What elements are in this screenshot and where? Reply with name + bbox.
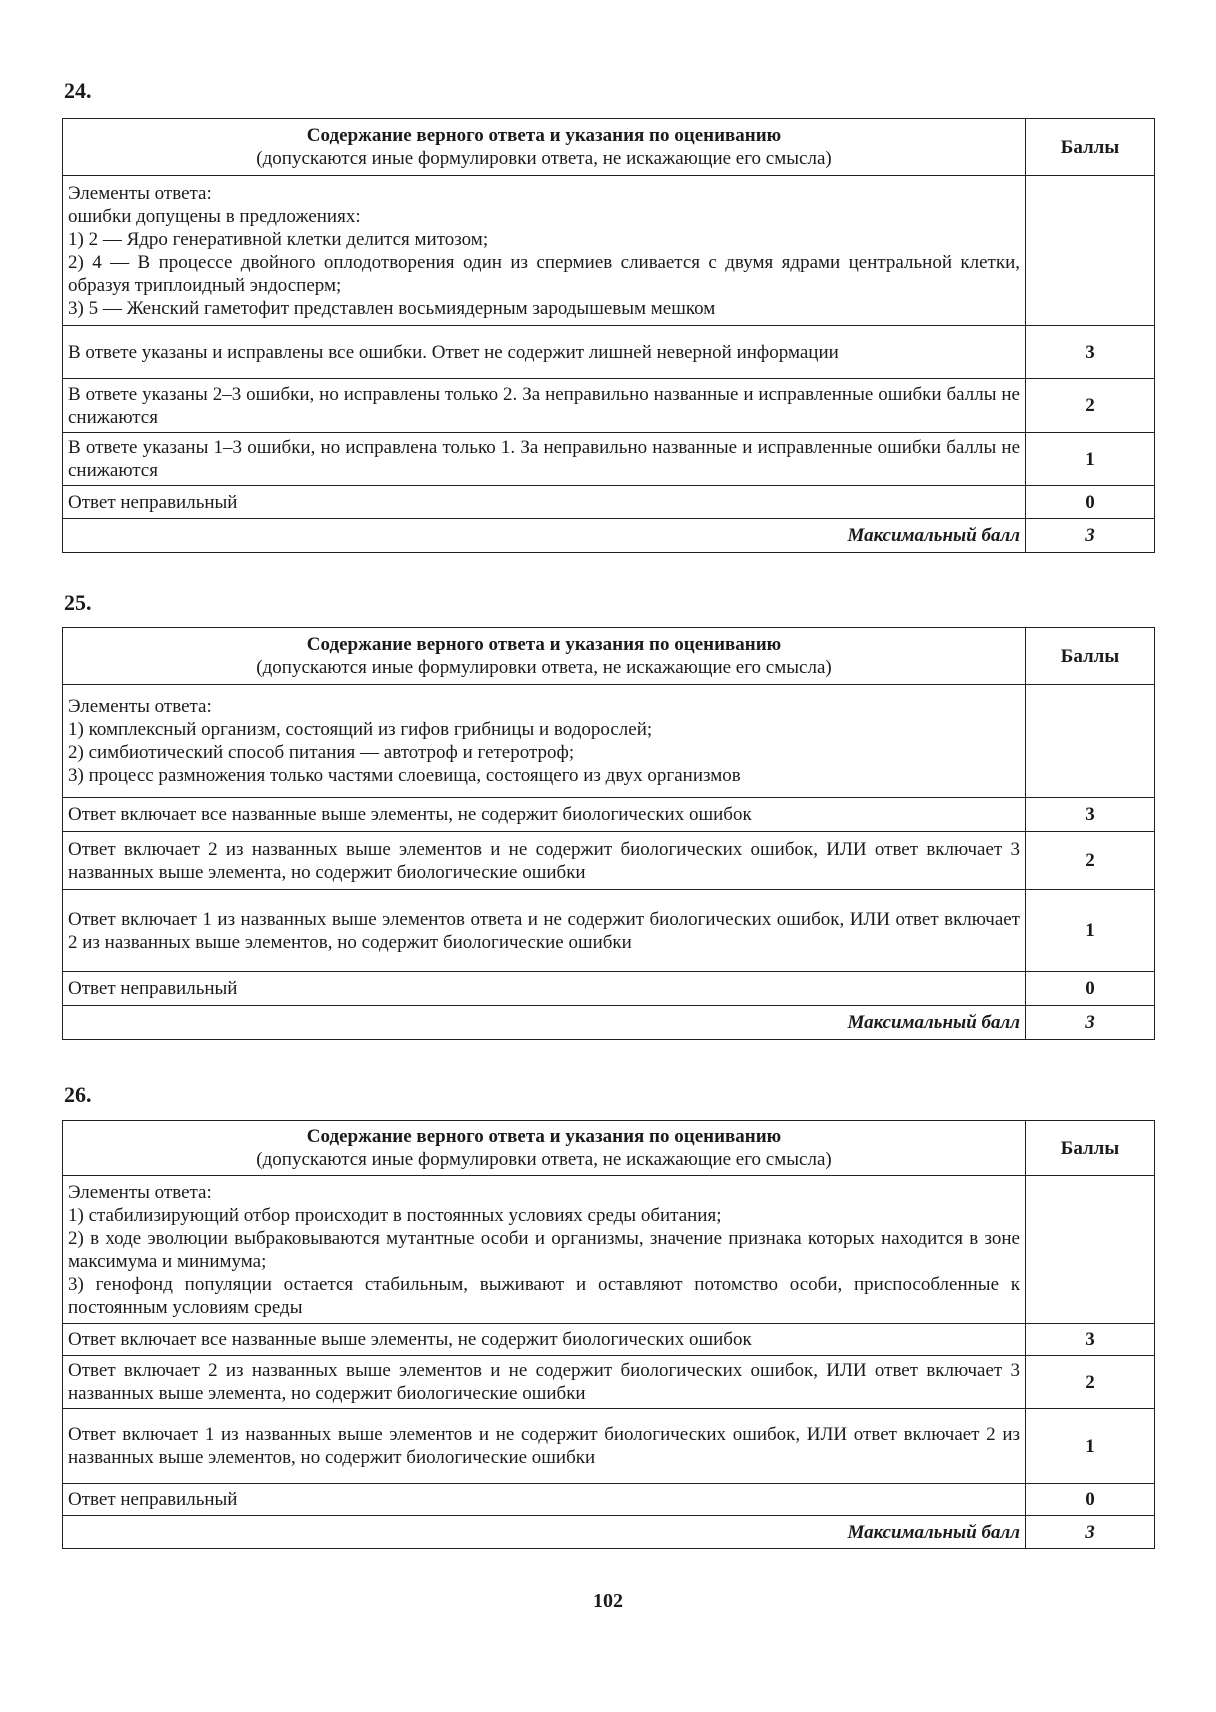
table-row — [63, 890, 1155, 972]
criteria-table — [62, 627, 1155, 1040]
table-header-row — [63, 1121, 1155, 1176]
answer-element-line: 1) стабилизирующий отбор происходит в постоянных условиях среды обитания; — [68, 1204, 722, 1226]
table-row — [63, 1356, 1155, 1409]
header-cell — [63, 628, 1026, 685]
table-row — [63, 379, 1155, 433]
answer-elements — [63, 176, 1026, 326]
table-row — [63, 1324, 1155, 1356]
max-score-value: 3 — [1026, 1516, 1155, 1549]
answer-element-line: Элементы ответа: — [68, 182, 212, 204]
max-score-label: Максимальный балл — [63, 1006, 1026, 1040]
criterion-text: Ответ включает 1 из названных выше элементов и не содержит биологических ошибок, ИЛИ ответ включает 2 из названных выше элементов, но содержит биологические ошибки — [63, 1409, 1026, 1484]
criteria-table — [62, 1120, 1155, 1549]
answer-elements — [63, 685, 1026, 798]
criterion-score: 1 — [1026, 890, 1155, 972]
criterion-text: Ответ неправильный — [63, 486, 1026, 519]
task-number: 26. — [64, 1082, 92, 1107]
criterion-text: Ответ неправильный — [63, 1484, 1026, 1516]
page-number: 102 — [593, 1590, 623, 1612]
header-note: (допускаются иные формулировки ответа, не искажающие его смысла) — [256, 1149, 832, 1170]
score-header: Баллы — [1026, 628, 1155, 685]
criterion-score: 3 — [1026, 798, 1155, 832]
empty-score-cell — [1026, 685, 1155, 798]
criterion-text: В ответе указаны 1–3 ошибки, но исправлена только 1. За неправильно названные и исправленные ошибки баллы не снижаются — [63, 433, 1026, 486]
table-row — [63, 1484, 1155, 1516]
answer-element-line: 3) генофонд популяции остается стабильным, выживают и оставляют потомство особи, приспособленные к постоянным условиям среды — [68, 1273, 1020, 1318]
criterion-text: В ответе указаны 2–3 ошибки, но исправлены только 2. За неправильно названные и исправленные ошибки баллы не снижаются — [63, 379, 1026, 433]
table-row — [63, 798, 1155, 832]
answer-element-line: 1) комплексный организм, состоящий из гифов грибницы и водорослей; — [68, 719, 653, 740]
table-row — [63, 433, 1155, 486]
header-title: Содержание верного ответа и указания по оцениванию — [306, 1126, 782, 1147]
header-note: (допускаются иные формулировки ответа, не искажающие его смысла) — [256, 657, 832, 678]
criterion-text: Ответ включает все названные выше элементы, не содержит биологических ошибок — [63, 798, 1026, 832]
table-row — [63, 1409, 1155, 1484]
answer-element-line: 3) 5 — Женский гаметофит представлен восьмиядерным зародышевым мешком — [68, 297, 716, 319]
criterion-score: 0 — [1026, 1484, 1155, 1516]
criterion-score: 2 — [1026, 379, 1155, 433]
answer-element-line: 2) 4 — В процессе двойного оплодотворения один из спермиев сливается с двумя ядрами центральной клетки, образуя триплоидный эндосперм; — [68, 251, 1020, 296]
criterion-score: 2 — [1026, 1356, 1155, 1409]
answer-elements — [63, 1176, 1026, 1324]
score-header: Баллы — [1026, 1121, 1155, 1176]
criterion-text: Ответ неправильный — [63, 972, 1026, 1006]
header-title: Содержание верного ответа и указания по оцениванию — [306, 634, 782, 655]
score-header: Баллы — [1026, 119, 1155, 176]
answer-elements-row — [63, 1176, 1155, 1324]
table-row — [63, 326, 1155, 379]
header-cell — [63, 1121, 1026, 1176]
header-cell — [63, 119, 1026, 176]
criteria-table — [62, 118, 1155, 553]
max-score-value: 3 — [1026, 519, 1155, 553]
answer-element-line: ошибки допущены в предложениях: — [68, 205, 361, 227]
answer-elements-row — [63, 176, 1155, 326]
criterion-text: Ответ включает 2 из названных выше элементов и не содержит биологических ошибок, ИЛИ ответ включает 3 названных выше элемента, но содержит биологические ошибки — [63, 832, 1026, 890]
max-score-row — [63, 1006, 1155, 1040]
empty-score-cell — [1026, 1176, 1155, 1324]
criterion-text: Ответ включает все названные выше элементы, не содержит биологических ошибок — [63, 1324, 1026, 1356]
table-header-row — [63, 119, 1155, 176]
answer-element-line: 2) в ходе эволюции выбраковываются мутантные особи и организмы, значение признака которых находится в зоне максимума и минимума; — [68, 1227, 1020, 1272]
table-row — [63, 486, 1155, 519]
answer-element-line: Элементы ответа: — [68, 696, 212, 717]
criterion-text: Ответ включает 2 из названных выше элементов и не содержит биологических ошибок, ИЛИ ответ включает 3 названных выше элемента, но содержит биологические ошибки — [63, 1356, 1026, 1409]
criterion-score: 2 — [1026, 832, 1155, 890]
answer-element-line: 1) 2 — Ядро генеративной клетки делится митозом; — [68, 228, 489, 250]
max-score-value: 3 — [1026, 1006, 1155, 1040]
max-score-label: Максимальный балл — [63, 519, 1026, 553]
max-score-label: Максимальный балл — [63, 1516, 1026, 1549]
criterion-text: В ответе указаны и исправлены все ошибки. Ответ не содержит лишней неверной информации — [63, 326, 1026, 379]
answer-element-line: Элементы ответа: — [68, 1181, 212, 1203]
criterion-score: 3 — [1026, 326, 1155, 379]
table-row — [63, 832, 1155, 890]
task-number: 24. — [64, 78, 92, 103]
table-row — [63, 972, 1155, 1006]
header-note: (допускаются иные формулировки ответа, не искажающие его смысла) — [256, 148, 832, 169]
criterion-score: 3 — [1026, 1324, 1155, 1356]
max-score-row — [63, 1516, 1155, 1549]
empty-score-cell — [1026, 176, 1155, 326]
criterion-score: 1 — [1026, 1409, 1155, 1484]
answer-element-line: 3) процесс размножения только частями слоевища, состоящего из двух организмов — [68, 765, 741, 786]
criterion-score: 0 — [1026, 972, 1155, 1006]
task-number: 25. — [64, 590, 92, 615]
answer-elements-row — [63, 685, 1155, 798]
criterion-score: 0 — [1026, 486, 1155, 519]
max-score-row — [63, 519, 1155, 553]
criterion-score: 1 — [1026, 433, 1155, 486]
header-title: Содержание верного ответа и указания по оцениванию — [306, 125, 782, 146]
criterion-text: Ответ включает 1 из названных выше элементов ответа и не содержит биологических ошибок, ИЛИ ответ включает 2 из названных выше элементов, но содержит биологические ошибки — [63, 890, 1026, 972]
answer-element-line: 2) симбиотический способ питания — автотроф и гетеротроф; — [68, 742, 575, 763]
table-header-row — [63, 628, 1155, 685]
